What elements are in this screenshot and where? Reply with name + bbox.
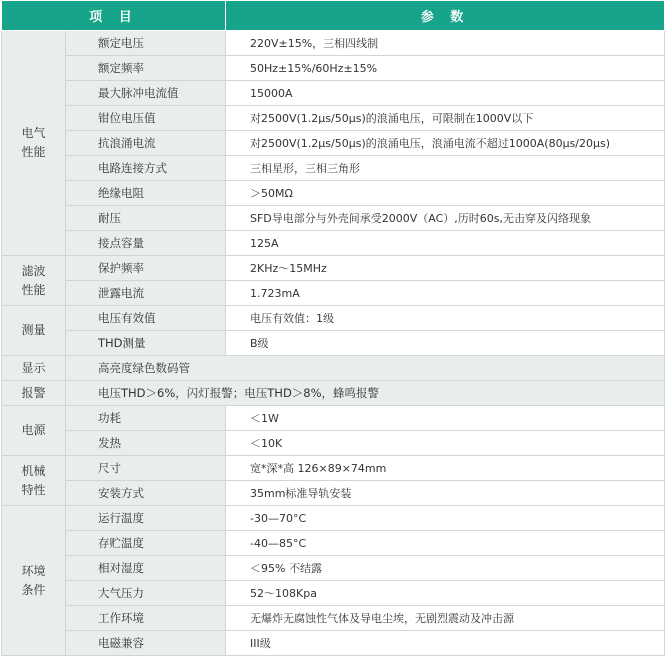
table-row [2, 506, 665, 531]
item-value: 35mm标准导轨安装 [226, 481, 665, 506]
header-item: 项 目 [2, 1, 226, 31]
item-name: 尺寸 [66, 456, 226, 481]
table-row [2, 331, 665, 356]
table-row [2, 156, 665, 181]
category-label: 性能 [21, 145, 46, 159]
category-label: 条件 [21, 582, 46, 597]
item-value: 220V±15%，三相四线制 [226, 31, 665, 56]
table-row [2, 131, 665, 156]
header-parameter: 参 数 [226, 1, 665, 31]
item-value: 电压有效值：1级 [226, 306, 665, 331]
table-row [2, 206, 665, 231]
item-name: 安装方式 [66, 481, 226, 506]
item-value: 1.723mA [226, 281, 665, 306]
table-row [2, 81, 665, 106]
item-name: 泄露电流 [66, 281, 226, 306]
table-row [2, 456, 665, 481]
category-cell [2, 506, 66, 656]
category-label: 特性 [21, 482, 46, 497]
category-label: 电气 [21, 126, 46, 140]
item-name: 功耗 [66, 406, 226, 431]
item-description: 高亮度绿色数码管 [66, 356, 665, 381]
item-value: ＜1W [226, 406, 665, 431]
category-label: 报警 [21, 385, 46, 400]
item-value: III级 [226, 631, 665, 656]
category-label: 环境 [21, 563, 46, 578]
item-name: 相对湿度 [66, 556, 226, 581]
item-name: 运行温度 [66, 506, 226, 531]
table-row [2, 281, 665, 306]
table-row [2, 231, 665, 256]
item-name: 绝缘电阻 [66, 181, 226, 206]
table-header-row [2, 1, 665, 31]
category-label: 测量 [21, 323, 46, 337]
category-cell [2, 306, 66, 356]
table-row [2, 181, 665, 206]
item-value: B级 [226, 331, 665, 356]
item-name: 最大脉冲电流值 [66, 81, 226, 106]
category-cell [2, 31, 66, 256]
item-name: THD测量 [66, 331, 226, 356]
item-name: 额定电压 [66, 31, 226, 56]
item-value: 对2500V(1.2μs/50μs)的浪涌电压，浪涌电流不超过1000A(80μs/20μs) [226, 131, 665, 156]
table-row [2, 581, 665, 606]
item-value: ＞50MΩ [226, 181, 665, 206]
item-value: ＜95% 不结露 [226, 556, 665, 581]
table-row [2, 31, 665, 56]
table-row [2, 631, 665, 656]
item-name: 工作环境 [66, 606, 226, 631]
item-name: 存贮温度 [66, 531, 226, 556]
item-value: 对2500V(1.2μs/50μs)的浪涌电压，可限制在1000V以下 [226, 106, 665, 131]
category-cell [2, 381, 66, 406]
spec-table [1, 0, 665, 656]
category-label: 机械 [21, 463, 46, 478]
item-name: 接点容量 [66, 231, 226, 256]
item-name: 电磁兼容 [66, 631, 226, 656]
item-value: 125A [226, 231, 665, 256]
item-name: 保护频率 [66, 256, 226, 281]
item-value: SFD导电部分与外壳间承受2000V（AC）,历时60s,无击穿及闪络现象 [226, 206, 665, 231]
item-name: 大气压力 [66, 581, 226, 606]
item-value: 三相星形，三相三角形 [226, 156, 665, 181]
category-cell [2, 256, 66, 306]
item-name: 电路连接方式 [66, 156, 226, 181]
table-row [2, 56, 665, 81]
item-value: 15000A [226, 81, 665, 106]
item-name: 耐压 [66, 206, 226, 231]
table-row [2, 606, 665, 631]
item-value: -30—70°C [226, 506, 665, 531]
item-description: 电压THD＞6%，闪灯报警；电压THD＞8%，蜂鸣报警 [66, 381, 665, 406]
item-value: ＜10K [226, 431, 665, 456]
item-name: 发热 [66, 431, 226, 456]
table-row [2, 431, 665, 456]
item-value: 52～108Kpa [226, 581, 665, 606]
item-value: 宽*深*高 126×89×74mm [226, 456, 665, 481]
item-value: -40—85°C [226, 531, 665, 556]
category-cell [2, 406, 66, 456]
table-row [2, 481, 665, 506]
table-row [2, 356, 665, 381]
category-label: 电源 [21, 423, 46, 437]
item-name: 额定频率 [66, 56, 226, 81]
category-label: 显示 [21, 360, 46, 375]
table-row [2, 256, 665, 281]
table-row [2, 531, 665, 556]
table-row [2, 381, 665, 406]
item-value: 2KHz～15MHz [226, 256, 665, 281]
category-cell [2, 356, 66, 381]
table-row [2, 306, 665, 331]
item-name: 钳位电压值 [66, 106, 226, 131]
category-label: 性能 [21, 282, 46, 297]
table-row [2, 406, 665, 431]
item-name: 抗浪涌电流 [66, 131, 226, 156]
item-value: 无爆炸无腐蚀性气体及导电尘埃，无剧烈震动及冲击源 [226, 606, 665, 631]
table-row [2, 556, 665, 581]
category-cell [2, 456, 66, 506]
item-name: 电压有效值 [66, 306, 226, 331]
spec-table-body [2, 31, 665, 656]
category-label: 滤波 [21, 263, 46, 278]
table-row [2, 106, 665, 131]
item-value: 50Hz±15%/60Hz±15% [226, 56, 665, 81]
